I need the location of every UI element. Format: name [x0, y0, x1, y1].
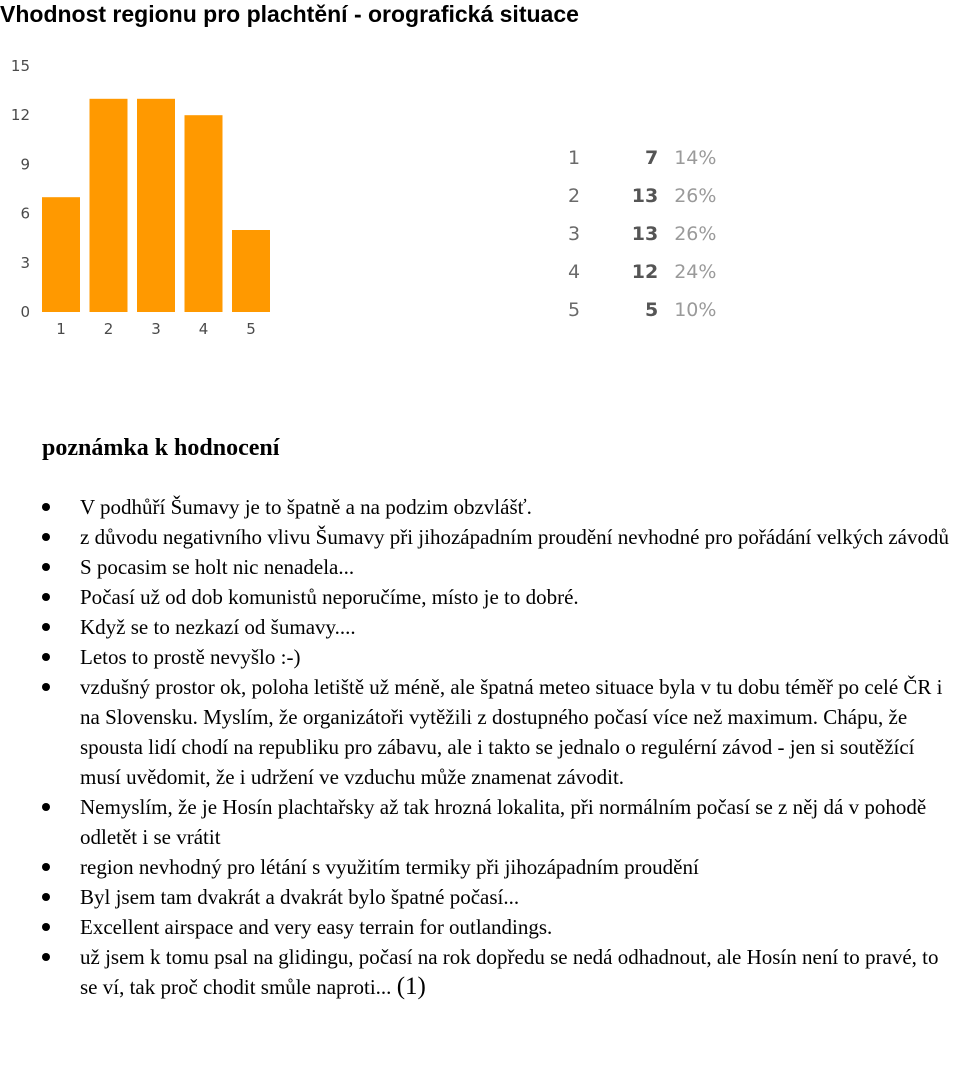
section-heading: poznámka k hodnocení: [42, 435, 280, 461]
bar-4: [185, 115, 223, 312]
stats-count: 7: [644, 147, 659, 169]
x-tick-label: 5: [246, 320, 256, 338]
chart-bars: [42, 99, 270, 312]
stats-rank: 4: [568, 261, 581, 283]
list-item: [40, 942, 950, 1002]
comment-text: V podhůří Šumavy je to špatně a na podzim obzvlášť.: [80, 495, 532, 519]
stats-row: [560, 177, 740, 215]
comment-text: z důvodu negativního vlivu Šumavy při jihozápadním proudění nevhodné pro pořádání velkých závodů: [80, 525, 949, 549]
comment-text: Excellent airspace and very easy terrain for outlandings.: [80, 915, 553, 939]
chart-axis: [11, 57, 30, 321]
list-item: [40, 912, 950, 942]
list-item: [40, 492, 950, 522]
list-item: [40, 882, 950, 912]
list-item: [40, 642, 950, 672]
comment-text: Letos to prostě nevyšlo :-): [80, 645, 301, 669]
comment-text: S pocasim se holt nic nenadela...: [80, 555, 355, 579]
y-tick-label: 9: [20, 155, 30, 174]
stats-rank: 3: [568, 223, 581, 245]
list-item: [40, 582, 950, 612]
stats-pct: 14%: [674, 147, 717, 169]
stats-row: [560, 291, 740, 329]
stats-count: 5: [644, 299, 659, 321]
bar-3: [137, 99, 175, 312]
list-item: [40, 672, 950, 792]
bar-chart: [0, 50, 300, 350]
stats-table: [560, 139, 740, 329]
list-item: [40, 612, 950, 642]
chart-x-ticks: [56, 320, 256, 338]
y-tick-label: 12: [10, 106, 30, 125]
stats-count: 13: [631, 185, 659, 207]
comment-text: Když se to nezkazí od šumavy....: [80, 615, 356, 639]
x-tick-label: 2: [103, 320, 114, 338]
stats-pct: 24%: [674, 261, 717, 283]
bar-2: [90, 99, 128, 312]
comment-text: už jsem k tomu psal na glidingu, počasí na rok dopředu se nedá odhadnout, ale Hosín není to pravé, to se ví, tak proč chodit smůle naproti...: [80, 945, 939, 999]
bar-5: [232, 230, 270, 312]
stats-pct: 26%: [674, 223, 717, 245]
list-item: [40, 522, 950, 552]
stats-rank: 5: [568, 299, 581, 321]
comment-count: (1): [396, 973, 426, 1000]
y-tick-label: 0: [20, 303, 30, 321]
list-item: [40, 852, 950, 882]
y-tick-label: 15: [10, 57, 30, 75]
stats-count: 12: [631, 261, 659, 283]
stats-row: [560, 215, 740, 253]
y-tick-label: 3: [20, 253, 30, 272]
list-item: [40, 792, 950, 852]
comment-text: Počasí už od dob komunistů neporučíme, místo je to dobré.: [80, 585, 579, 609]
list-item: [40, 552, 950, 582]
comment-text: region nevhodný pro létání s využitím termiky při jihozápadním proudění: [80, 855, 699, 879]
x-tick-label: 3: [151, 320, 161, 338]
comment-text: Nemyslím, že je Hosín plachtařsky až tak hrozná lokalita, při normálním počasí se z něj dá v pohodě odletět i se vrátit: [80, 795, 927, 849]
stats-count: 13: [631, 223, 659, 245]
x-tick-label: 4: [198, 320, 209, 338]
stats-row: [560, 139, 740, 177]
comment-text: vzdušný prostor ok, poloha letiště už méně, ale špatná meteo situace byla v tu dobu téměř po celé ČR i na Slovensku. Myslím, že organizátoři vytěžili z dostupného počasí více než maximum. Chápu, že spousta lidí chodí na republiku pro zábavu, ale i takto se jednalo o regulérní závod - jen si soutěžící musí uvědomit, že i udržení ve vzduchu může znamenat závodit.: [80, 675, 943, 789]
stats-row: [560, 253, 740, 291]
y-tick-label: 6: [20, 204, 30, 223]
page-title: Vhodnost regionu pro plachtění - orografická situace: [0, 1, 579, 27]
stats-pct: 10%: [674, 299, 717, 321]
comment-list: [40, 492, 950, 1002]
comment-text: Byl jsem tam dvakrát a dvakrát bylo špatné počasí...: [80, 885, 520, 909]
x-tick-label: 1: [56, 320, 66, 338]
bar-1: [42, 197, 80, 312]
stats-pct: 26%: [674, 185, 717, 207]
stats-rank: 2: [568, 185, 581, 207]
stats-rank: 1: [568, 147, 581, 169]
